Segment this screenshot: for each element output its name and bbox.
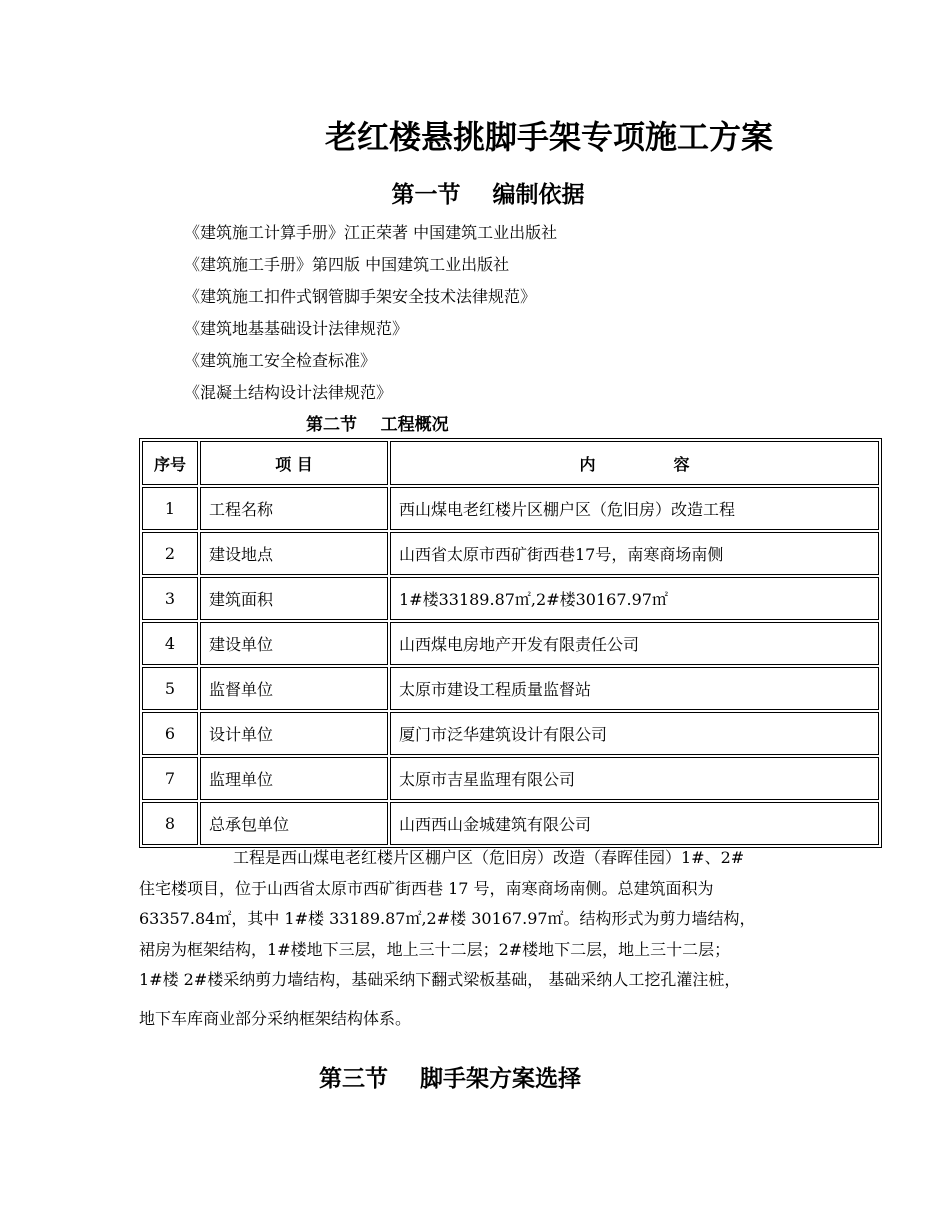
- paragraph-line: 63357.84㎡，其中 1#楼 33189.87㎡,2#楼 30167.97㎡。结构形式为剪力墙结构，: [139, 909, 756, 928]
- cell-serial: 4: [142, 622, 198, 665]
- table-row: [142, 667, 879, 710]
- cell-content: 山西西山金城建筑有限公司: [390, 802, 879, 845]
- table-row: [142, 577, 879, 620]
- table-row: [142, 532, 879, 575]
- cell-item: 监理单位: [200, 757, 388, 800]
- project-overview-table: [139, 438, 882, 848]
- cell-item: 建设单位: [200, 622, 388, 665]
- document-title: 老红楼悬挑脚手架专项施工方案: [324, 118, 773, 156]
- cell-content: 山西省太原市西矿街西巷17号，南寒商场南侧: [390, 532, 879, 575]
- reference-item: 《建筑地基基础设计法律规范》: [184, 319, 409, 338]
- cell-serial: 5: [142, 667, 198, 710]
- table-row: [142, 712, 879, 755]
- cell-content: 山西煤电房地产开发有限责任公司: [390, 622, 879, 665]
- project-description: [139, 843, 839, 1034]
- cell-serial: 6: [142, 712, 198, 755]
- cell-item: 总承包单位: [200, 802, 388, 845]
- cell-content: 太原市吉星监理有限公司: [390, 757, 879, 800]
- paragraph-line: 地下车库商业部分采纳框架结构体系。: [139, 1008, 412, 1028]
- paragraph-line: 1#楼 2#楼采纳剪力墙结构，基础采纳下翻式梁板基础， 基础采纳人工挖孔灌注桩，: [139, 970, 741, 989]
- cell-serial: 2: [142, 532, 198, 575]
- header-serial: 序号: [142, 441, 198, 485]
- header-item: 项 目: [200, 441, 388, 485]
- cell-item: 建设地点: [200, 532, 388, 575]
- cell-serial: 3: [142, 577, 198, 620]
- cell-content: 太原市建设工程质量监督站: [390, 667, 879, 710]
- paragraph-line: 工程是西山煤电老红楼片区棚户区（危旧房）改造（春晖佳园）1#、2#: [233, 848, 745, 867]
- reference-item: 《建筑施工安全检查标准》: [184, 351, 377, 370]
- cell-content: 1#楼33189.87㎡,2#楼30167.97㎡: [390, 577, 879, 620]
- table-row: [142, 622, 879, 665]
- cell-serial: 1: [142, 487, 198, 530]
- section1-heading: 第一节 编制依据: [391, 181, 585, 208]
- table-row: [142, 802, 879, 845]
- cell-content: 西山煤电老红楼片区棚户区（危旧房）改造工程: [390, 487, 879, 530]
- reference-item: 《建筑施工手册》第四版 中国建筑工业出版社: [184, 255, 510, 274]
- cell-content: 厦门市泛华建筑设计有限公司: [390, 712, 879, 755]
- reference-item: 《建筑施工计算手册》江正荣著 中国建筑工业出版社: [184, 223, 558, 242]
- cell-item: 工程名称: [200, 487, 388, 530]
- cell-serial: 8: [142, 802, 198, 845]
- header-content: 内 容: [390, 441, 879, 485]
- section2-heading: 第二节 工程概况: [306, 415, 449, 435]
- cell-serial: 7: [142, 757, 198, 800]
- table-row: [142, 757, 879, 800]
- reference-item: 《混凝土结构设计法律规范》: [184, 383, 393, 402]
- paragraph-line: 住宅楼项目，位于山西省太原市西矿街西巷 17 号，南寒商场南侧。总建筑面积为: [139, 878, 714, 898]
- table-row: [142, 487, 879, 530]
- paragraph-line: 裙房为框架结构，1#楼地下三层，地上三十二层；2#楼地下二层，地上三十二层；: [139, 939, 731, 959]
- cell-item: 设计单位: [200, 712, 388, 755]
- reference-item: 《建筑施工扣件式钢管脚手架安全技术法律规范》: [184, 287, 537, 306]
- cell-item: 建筑面积: [200, 577, 388, 620]
- table-header-row: [142, 441, 879, 485]
- cell-item: 监督单位: [200, 667, 388, 710]
- section3-heading: 第三节 脚手架方案选择: [318, 1065, 582, 1092]
